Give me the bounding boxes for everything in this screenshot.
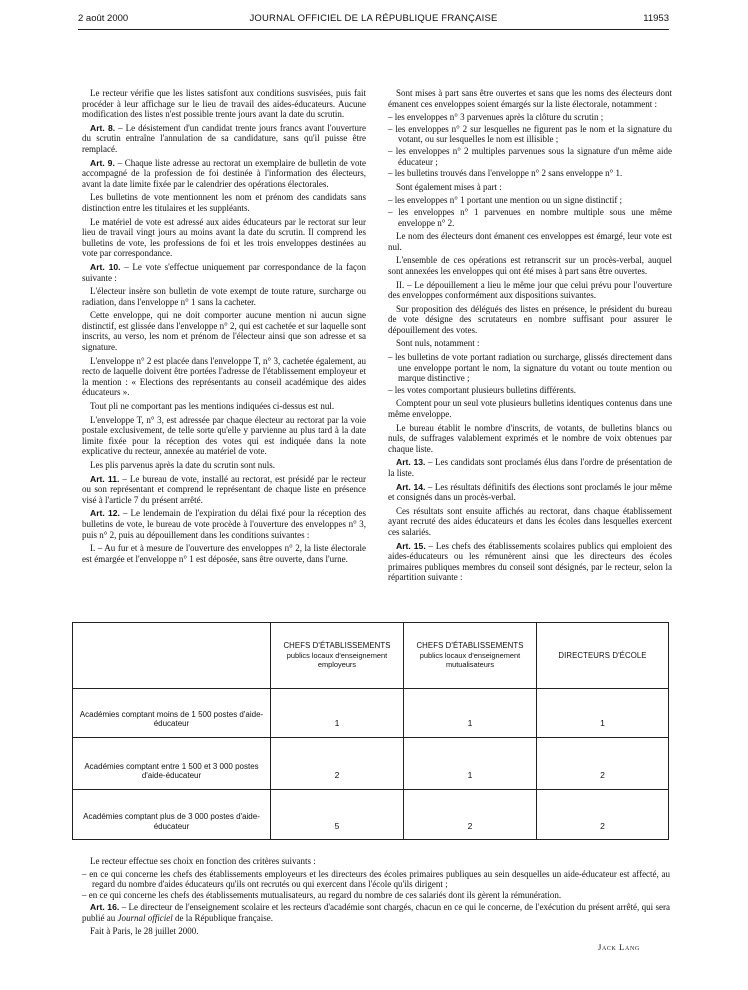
- article-16: Art. 16. – Le directeur de l'enseignement scolaire et les recteurs d'académie sont chargés, chacun en ce qui le concerne, de l'exécution du présent arrêté, qui sera publié au Journal officiel de la République française.: [82, 902, 670, 923]
- paragraph: Sont nuls, notamment :: [396, 338, 480, 349]
- article-label: Art. 9.: [90, 157, 115, 168]
- table-cell: 2: [271, 737, 404, 789]
- paragraph: Tout pli ne comportant pas les mentions indiquées ci-dessus est nul.: [90, 401, 335, 412]
- paragraph: Cette enveloppe, qui ne doit comporter aucune mention ni aucun signe distinctif, est glissée dans l'enveloppe n° 2, qui est cachetée et sur laquelle sont inscrits, au verso, les nom et prénom de l'électeur ainsi que son adresse et sa signature.: [82, 310, 366, 353]
- article-label: Art. 13.: [396, 457, 426, 468]
- article-14: Art. 14. – Les résultats définitifs des élections sont proclamés le jour même et consignés dans un procès-verbal.: [388, 481, 672, 503]
- left-column: [82, 88, 366, 567]
- list-item: – les enveloppes n° 2 multiples parvenues sous la signature d'un même aide éducateur ;: [388, 145, 672, 167]
- table-header-row: [73, 623, 669, 689]
- row-label: Académies comptant moins de 1 500 postes d'aide-éducateur: [73, 689, 271, 737]
- distribution-table: [72, 622, 669, 840]
- table-cell: 2: [537, 737, 669, 789]
- table-cell: 1: [404, 737, 537, 789]
- list-item: – en ce qui concerne les chefs des établissements mutualisateurs, au regard du nombre de ces salariés dont ils gèrent la rémunération.: [82, 889, 562, 900]
- article-9: Art. 9. – Chaque liste adresse au rectorat un exemplaire de bulletin de vote accompagné de la profession de foi destinée à l'information des électeurs, avant la date limite fixée par le calendrier des opérations électorales.: [82, 157, 366, 189]
- paragraph: Le matériel de vote est adressé aux aides éducateurs par le rectorat sur leur lieu de travail vingt jours au moins avant la date du scrutin. Il comprend les bulletins de vote, les professions de foi et les trois enveloppes destinées au vote par correspondance.: [82, 216, 366, 259]
- table-cell: 1: [537, 689, 669, 737]
- paragraph: Le nom des électeurs dont émanent ces enveloppes est émargé, leur vote est nul.: [388, 231, 672, 252]
- paragraph: Sont également mises à part :: [396, 181, 502, 192]
- paragraph: L'ensemble de ces opérations est retranscrit sur un procès-verbal, auquel sont annexées les enveloppes qui ont été mises à part sans être ouvertes.: [388, 255, 672, 276]
- list-item: – les bulletins de vote portant radiation ou surcharge, glissés directement dans une enveloppe portant le nom, la signature du votant ou toute mention ou marque distinctive ;: [388, 352, 672, 384]
- list: [388, 352, 672, 395]
- row-label: Académies comptant entre 1 500 et 3 000 postes d'aide-éducateur: [73, 737, 271, 789]
- paragraph: Les bulletins de vote mentionnent les nom et prénom des candidats sans distinction entre les titulaires et les suppléants.: [82, 192, 366, 213]
- table-cell: 1: [271, 689, 404, 737]
- table-cell: 5: [271, 789, 404, 839]
- header-rule: [78, 29, 669, 30]
- page-header: [78, 13, 669, 27]
- article-13: Art. 13. – Les candidats sont proclamés élus dans l'ordre de présentation de la liste.: [388, 457, 672, 478]
- paragraph: L'enveloppe T, n° 3, est adressée par chaque électeur au rectorat par la voie postale exclusivement, de telle sorte qu'elle y parvienne au plus tard à la date limite fixée pour la réception des votes qui est indiquée dans la note explicative du recteur, annexée au matériel de vote.: [82, 414, 366, 457]
- list-item: – les enveloppes n° 1 parvenues en nombre multiple sous une même enveloppe n° 2.: [388, 206, 672, 228]
- paragraph: II. – Le dépouillement a lieu le même jour que celui prévu pour l'ouverture des enveloppes conformément aux dispositions suivantes.: [388, 279, 672, 301]
- closing-line: Fait à Paris, le 28 juillet 2000.: [90, 925, 199, 936]
- paragraph: Sur proposition des délégués des listes en présence, le président du bureau de vote désigne des scrutateurs en nombre suffisant pour assurer le dépouillement des votes.: [388, 303, 672, 335]
- journal-title: JOURNAL OFFICIEL DE LA RÉPUBLIQUE FRANÇAISE: [249, 13, 498, 24]
- list-item: – en ce qui concerne les chefs des établissements employeurs et les directeurs des écoles primaires publiques au sein desquelles un aide-éducateur est affecté, au regard du nombre d'aides éducateurs qu'ils ont recrutés ou qui exercent dans l'école qu'ils dirigent ;: [82, 868, 670, 890]
- article-label: Art. 16.: [90, 902, 120, 913]
- article-10: Art. 10. – Le vote s'effectue uniquement par correspondance de la façon suivante :: [82, 261, 366, 283]
- article-label: Art. 10.: [90, 261, 121, 272]
- paragraph: Les plis parvenus après la date du scrutin sont nuls.: [90, 460, 275, 470]
- paragraph: Ces résultats sont ensuite affichés au rectorat, dans chaque établissement ayant recruté des aides éducateurs et dans les écoles dans lesquelles exercent ces salariés.: [388, 505, 672, 537]
- list: [388, 195, 672, 228]
- table-corner-cell: [73, 623, 271, 689]
- table-cell: 2: [537, 789, 669, 839]
- article-label: Art. 11.: [90, 473, 120, 484]
- paragraph: Comptent pour un seul vote plusieurs bulletins identiques contenus dans une même enveloppe.: [388, 398, 672, 420]
- list: [388, 112, 672, 179]
- table-header-cell: CHEFS D'ÉTABLISSEMENTS publics locaux d'enseignement mutualisateurs: [404, 623, 537, 689]
- list-item: – les enveloppes n° 1 portant une mention ou un signe distinctif ;: [388, 195, 623, 206]
- paragraph: Le bureau établit le nombre d'inscrits, de votants, de bulletins blancs ou nuls, de suffrages valablement exprimés et le nombre de voix obtenues par chaque liste.: [388, 422, 672, 454]
- article-label: Art. 14.: [396, 481, 426, 492]
- table-cell: 2: [404, 789, 537, 839]
- paragraph: L'enveloppe n° 2 est placée dans l'enveloppe T, n° 3, cachetée également, au recto de laquelle doivent être portées l'adresse de l'établissement employeur et la mention : « Elections des représentants au conseil académique des aides éducateurs ».: [82, 355, 366, 398]
- list-item: – les enveloppes n° 3 parvenues après la clôture du scrutin ;: [388, 112, 604, 123]
- paragraph: L'électeur insère son bulletin de vote exempt de toute rature, surcharge ou radiation, dans l'enveloppe n° 1 sans la cacheter.: [82, 286, 366, 307]
- table-row: [73, 737, 669, 789]
- list-item: – les votes comportant plusieurs bulletins différents.: [388, 384, 577, 395]
- article-12: Art. 12. – Le lendemain de l'expiration du délai fixé pour la réception des bulletins de vote, le bureau de vote procède à l'ouverture des enveloppes n° 3, puis n° 2, puis au dépouillement dans les conditions suivantes :: [82, 508, 366, 540]
- list-item: – les bulletins trouvés dans l'enveloppe n° 2 sans enveloppe n° 1.: [388, 168, 623, 179]
- page-number: 11953: [643, 13, 669, 24]
- article-label: Art. 15.: [396, 540, 426, 551]
- article-8: Art. 8. – Le désistement d'un candidat trente jours francs avant l'ouverture du scrutin entraîne l'annulation de sa candidature, sans qu'il puisse être remplacé.: [82, 122, 366, 154]
- paragraph: Sont mises à part sans être ouvertes et sans que les noms des électeurs dont émanent ces enveloppes soient émargés sur la liste électorale, notamment :: [388, 88, 672, 109]
- article-label: Art. 12.: [90, 508, 120, 519]
- row-label: Académies comptant plus de 3 000 postes d'aide-éducateur: [73, 789, 271, 839]
- article-label: Art. 8.: [90, 122, 116, 133]
- issue-date: 2 août 2000: [78, 13, 129, 24]
- table-cell: 1: [404, 689, 537, 737]
- article-11: Art. 11. – Le bureau de vote, installé au rectorat, est présidé par le recteur ou son représentant et comprend le représentant de chaque liste en présence visé à l'article 7 du présent arrêté.: [82, 473, 366, 505]
- list: [82, 869, 670, 901]
- paragraph: Le recteur vérifie que les listes satisfont aux conditions susvisées, puis fait procéder à leur affichage sur le lieu de travail des aides-éducateurs. Aucune modification des listes n'est possible trente jours avant la date du scrutin.: [82, 88, 366, 120]
- paragraph: I. – Au fur et à mesure de l'ouverture des enveloppes n° 2, la liste électorale est émargée et l'enveloppe n° 1 est déposée, sans être ouverte, dans l'urne.: [82, 543, 366, 564]
- paragraph: Le recteur effectue ses choix en fonction des critères suivants :: [90, 856, 316, 866]
- right-column: [388, 88, 672, 586]
- list-item: – les enveloppes n° 2 sur lesquelles ne figurent pas le nom et la signature du votant, ou sur lesquelles le nom est illisible ;: [388, 123, 672, 145]
- table-row: [73, 689, 669, 737]
- table-header-cell: CHEFS D'ÉTABLISSEMENTS publics locaux d'enseignement employeurs: [271, 623, 404, 689]
- table-header-cell: DIRECTEURS D'ÉCOLE: [537, 623, 669, 689]
- signature: Jack Lang: [598, 942, 640, 952]
- table-row: [73, 789, 669, 839]
- article-15: Art. 15. – Les chefs des établissements scolaires publics qui emploient des aides-éducateurs ou les rémunèrent ainsi que les directeurs des écoles primaires publiques membres du conseil sont désignés, par le recteur, selon la répartition suivante :: [388, 540, 672, 583]
- journal-reference: Journal officiel: [117, 912, 173, 923]
- footer-section: [82, 856, 670, 938]
